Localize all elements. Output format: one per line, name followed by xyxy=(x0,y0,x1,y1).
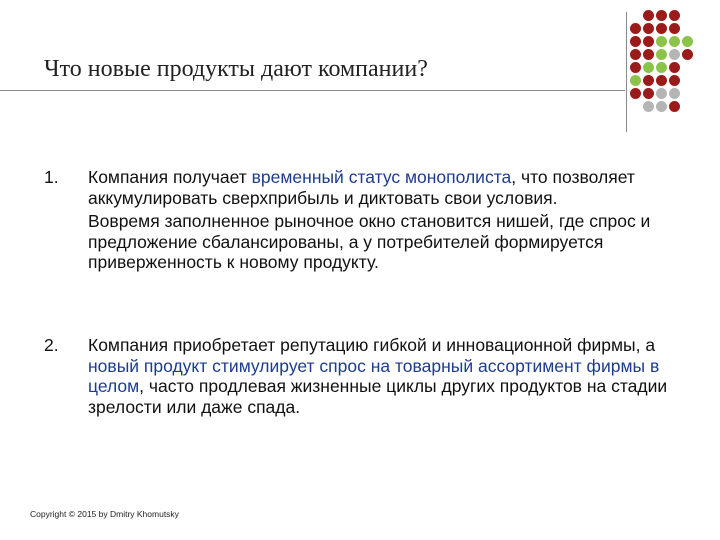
highlighted-text: новый продукт стимулирует спрос на товарный ассортимент фирмы в целом xyxy=(88,355,660,396)
slide-title: Что новые продукты дают компании? xyxy=(44,56,428,82)
list-item-number: 1. xyxy=(44,167,59,187)
list-item-paragraph: Вовремя заполненное рыночное окно становится нишей, где спрос и предложение сбалансированы, а у потребителей формируется приверженность к новому продукту. xyxy=(88,211,651,272)
decorative-dot xyxy=(669,36,680,47)
decorative-dot xyxy=(669,23,680,34)
decorative-dot xyxy=(643,36,654,47)
list-item-paragraph xyxy=(88,335,678,417)
decorative-dot xyxy=(630,75,641,86)
decorative-dot xyxy=(630,23,641,34)
decorative-dot xyxy=(669,49,680,60)
decorative-dot xyxy=(669,75,680,86)
list-item-text xyxy=(88,335,678,417)
decorative-dot xyxy=(630,49,641,60)
decorative-dot xyxy=(643,49,654,60)
decorative-dot xyxy=(656,36,667,47)
decorative-dot xyxy=(682,36,693,47)
decorative-dot xyxy=(669,10,680,21)
text-run: Компания получает xyxy=(88,167,252,187)
copyright-footer: Copyright © 2015 by Dmitry Khomutsky xyxy=(30,509,179,519)
text-run: Компания приобретает репутацию гибкой и инновационной фирмы, а xyxy=(88,335,656,355)
decorative-dot xyxy=(630,62,641,73)
decorative-dot xyxy=(643,62,654,73)
decorative-dot xyxy=(682,49,693,60)
decorative-dot xyxy=(656,88,667,99)
text-run: , часто продлевая жизненные циклы других продуктов на стадии зрелости или даже спада. xyxy=(88,376,668,417)
decorative-dot xyxy=(656,75,667,86)
title-divider-horizontal xyxy=(0,90,625,91)
list-item-paragraph xyxy=(88,167,678,208)
decorative-dot xyxy=(643,23,654,34)
list-item-number: 2. xyxy=(44,335,59,355)
decorative-dot xyxy=(669,88,680,99)
title-divider-vertical xyxy=(626,12,627,132)
decorative-dot xyxy=(643,10,654,21)
decorative-dot xyxy=(643,88,654,99)
decorative-dot xyxy=(656,10,667,21)
decorative-dot xyxy=(630,36,641,47)
decorative-dot xyxy=(669,62,680,73)
highlighted-text: временный статус монополиста xyxy=(251,167,512,187)
decorative-dot xyxy=(656,49,667,60)
dot-pattern-decoration xyxy=(630,10,720,120)
decorative-dot xyxy=(643,75,654,86)
decorative-dot xyxy=(669,101,680,112)
list-item-text xyxy=(88,167,678,273)
decorative-dot xyxy=(656,23,667,34)
text-run: , что позволяет аккумулировать сверхприбыль и диктовать свои условия. xyxy=(88,167,635,208)
decorative-dot xyxy=(630,88,641,99)
decorative-dot xyxy=(656,101,667,112)
decorative-dot xyxy=(643,101,654,112)
decorative-dot xyxy=(656,62,667,73)
